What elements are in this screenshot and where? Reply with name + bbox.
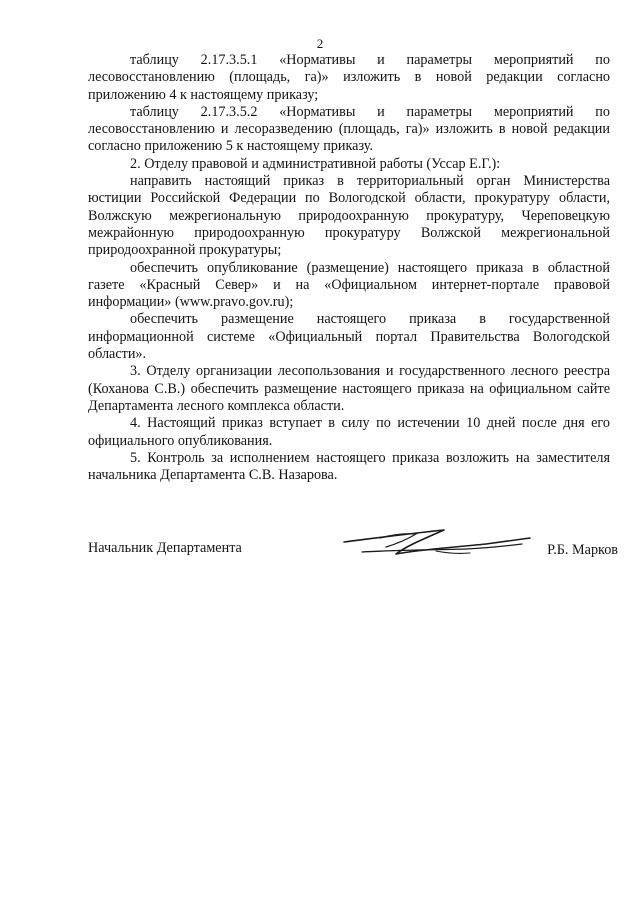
paragraph-item-3: 3. Отделу организации лесопользования и государственного лесного реестра (Коханова С.В.) обеспечить размещение настоящего приказа на официальном сайте Департамента лесного комплекса области. bbox=[88, 363, 610, 414]
paragraph-item-4: 4. Настоящий приказ вступает в силу по истечении 10 дней после дня его официального опубликования. bbox=[88, 415, 610, 449]
paragraph-item-5: 5. Контроль за исполнением настоящего приказа возложить на заместителя начальника Департамента С.В. Назарова. bbox=[88, 449, 610, 484]
page-number: 2 bbox=[316, 36, 324, 51]
paragraph-place-order-portal: обеспечить размещение настоящего приказа в государственной информационной системе «Официальный портал Правительства Вологодской области». bbox=[88, 311, 610, 363]
handwritten-signature bbox=[336, 520, 536, 570]
document-body bbox=[88, 52, 610, 484]
signer-name: Р.Б. Марков bbox=[547, 542, 618, 558]
paragraph-publish-order: обеспечить опубликование (размещение) настоящего приказа в областной газете «Красный Север» и на «Официальном интернет-портале правовой информации» (www.pravo.gov.ru); bbox=[88, 259, 610, 311]
paragraph-table-2-17-3-5-1: таблицу 2.17.3.5.1 «Нормативы и параметры мероприятий по лесовосстановлению (площадь, га)» изложить в новой редакции согласно приложению 4 к настоящему приказу; bbox=[88, 52, 610, 103]
paragraph-table-2-17-3-5-2: таблицу 2.17.3.5.2 «Нормативы и параметры мероприятий по лесовосстановлению и лесоразведению (площадь, га)» изложить в новой редакции согласно приложению 5 к настоящему приказу. bbox=[88, 103, 610, 155]
paragraph-item-2: 2. Отделу правовой и административной работы (Уссар Е.Г.): bbox=[130, 155, 501, 172]
signer-position-title: Начальник Департамента bbox=[88, 540, 242, 556]
signature-block bbox=[88, 520, 618, 580]
paragraph-send-order: направить настоящий приказ в территориальный орган Министерства юстиции Российской Федерации по Вологодской области, прокуратуру области, Волжскую межрегиональную природоохранную прокуратуру, Череповецкую межрайонную природоохранную прокуратуру Волжской межрегиональной природоохранной прокуратуры; bbox=[88, 173, 610, 259]
